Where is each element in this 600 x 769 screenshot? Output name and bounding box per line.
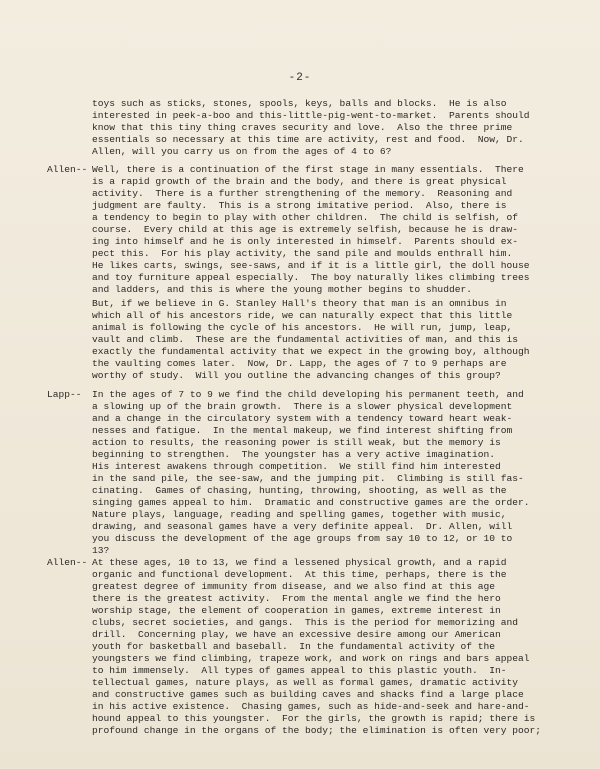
text-line: vault and climb. These are the fundamental activities of man, and this is bbox=[92, 334, 519, 345]
text-line: Well, there is a continuation of the first stage in many essentials. There bbox=[92, 164, 524, 175]
text-line: At these ages, 10 to 13, we find a lessened physical growth, and a rapid bbox=[92, 557, 507, 568]
text-line: animal is following the cycle of his ancestors. He will run, jump, leap, bbox=[92, 322, 513, 333]
text-line: and toy furniture appeal especially. The boy naturally likes climbing trees bbox=[92, 272, 530, 283]
text-line: is a rapid growth of the brain and the body, and there is great physical bbox=[92, 176, 507, 187]
text-line: you discuss the development of the age groups from say 10 to 12, or 10 to bbox=[92, 533, 513, 544]
text-line: activity. There is a further strengthening of the memory. Reasoning and bbox=[92, 188, 513, 199]
text-line: to him immensely. All types of games appeal to this plastic youth. In- bbox=[92, 665, 507, 676]
text-line: But, if we believe in G. Stanley Hall's theory that man is an omnibus in bbox=[92, 298, 507, 309]
text-line: ing into himself and he is only interested in himself. Parents should ex- bbox=[92, 236, 519, 247]
text-line: drill. Concerning play, we have an excessive desire among our American bbox=[92, 629, 501, 640]
text-line: profound change in the organs of the body; the elimination is often very poor; bbox=[92, 725, 542, 736]
text-line: and a change in the circulatory system with a tendency toward heart weak- bbox=[92, 413, 513, 424]
text-line: Nature plays, language, reading and spelling games, together with music, bbox=[92, 509, 507, 520]
speaker-label: Lapp-- bbox=[47, 389, 82, 400]
text-line: His interest awakens through competition. We still find him interested bbox=[92, 461, 501, 472]
text-line: worthy of study. Will you outline the advancing changes of this group? bbox=[92, 370, 501, 381]
speaker-label: Allen-- bbox=[47, 557, 88, 568]
text-line: nesses and fatigue. In the mental makeup, we find interest shifting from bbox=[92, 425, 513, 436]
text-line: and ladders, and this is where the young mother begins to shudder. bbox=[92, 284, 472, 295]
text-line: clubs, secret societies, and gangs. This is the period for memorizing and bbox=[92, 617, 519, 628]
text-line: judgment are faulty. This is a strong imitative period. Also, there is bbox=[92, 200, 507, 211]
text-line: 13? bbox=[92, 545, 110, 556]
text-line: action to results, the reasoning power is still weak, but the memory is bbox=[92, 437, 501, 448]
text-line: drawing, and seasonal games have a very definite appeal. Dr. Allen, will bbox=[92, 521, 513, 532]
text-line: greatest degree of immunity from disease, and we also find at this age bbox=[92, 581, 496, 592]
text-line: tellectual games, nature plays, as well as formal games, dramatic activity bbox=[92, 677, 519, 688]
text-line: organic and functional development. At this time, perhaps, there is the bbox=[92, 569, 507, 580]
text-line: a tendency to begin to play with other children. The child is selfish, of bbox=[92, 212, 519, 223]
text-line: in his active existence. Chasing games, such as hide-and-seek and hare-and- bbox=[92, 701, 530, 712]
speaker-label: Allen-- bbox=[47, 164, 88, 175]
text-line: toys such as sticks, stones, spools, keys, balls and blocks. He is also bbox=[92, 98, 507, 109]
text-line: He likes carts, swings, see-saws, and if it is a little girl, the doll house bbox=[92, 260, 530, 271]
text-line: cinating. Games of chasing, hunting, throwing, shooting, as well as the bbox=[92, 485, 507, 496]
text-line: and constructive games such as building caves and shacks find a large place bbox=[92, 689, 524, 700]
text-line: the vaulting comes later. Now, Dr. Lapp, the ages of 7 to 9 perhaps are bbox=[92, 358, 507, 369]
text-line: Allen, will you carry us on from the ages of 4 to 6? bbox=[92, 146, 392, 157]
text-line: hound appeal to this youngster. For the girls, the growth is rapid; there is bbox=[92, 713, 536, 724]
text-line: pect this. For his play activity, the sand pile and moulds enthrall him. bbox=[92, 248, 513, 259]
text-line: know that this tiny thing craves security and love. Also the three prime bbox=[92, 122, 513, 133]
text-line: youth for basketball and baseball. In the fundamental activity of the bbox=[92, 641, 496, 652]
text-line: essentials so necessary at this time are activity, rest and food. Now, Dr. bbox=[92, 134, 524, 145]
text-line: a slowing up of the brain growth. There is a slower physical development bbox=[92, 401, 513, 412]
text-line: singing games appeal to him. Dramatic and constructive games are the order. bbox=[92, 497, 530, 508]
text-line: course. Every child at this age is extremely selfish, because he is draw- bbox=[92, 224, 519, 235]
text-line: youngsters we find climbing, trapeze work, and work on rings and bars appeal bbox=[92, 653, 530, 664]
text-line: beginning to strengthen. The youngster has a very active imagination. bbox=[92, 449, 496, 460]
text-line: there is the greatest activity. From the mental angle we find the hero bbox=[92, 593, 501, 604]
text-line: which all of his ancestors ride, we can naturally expect that this little bbox=[92, 310, 513, 321]
text-line: In the ages of 7 to 9 we find the child developing his permanent teeth, and bbox=[92, 389, 524, 400]
text-line: interested in peek-a-boo and this-little-pig-went-to-market. Parents should bbox=[92, 110, 530, 121]
text-line: worship stage, the element of cooperation in games, extreme interest in bbox=[92, 605, 501, 616]
text-line: in the sand pile, the see-saw, and the jumping pit. Climbing is still fas- bbox=[92, 473, 524, 484]
page-number: -2- bbox=[288, 72, 312, 84]
text-line: exactly the fundamental activity that we expect in the growing boy, although bbox=[92, 346, 530, 357]
